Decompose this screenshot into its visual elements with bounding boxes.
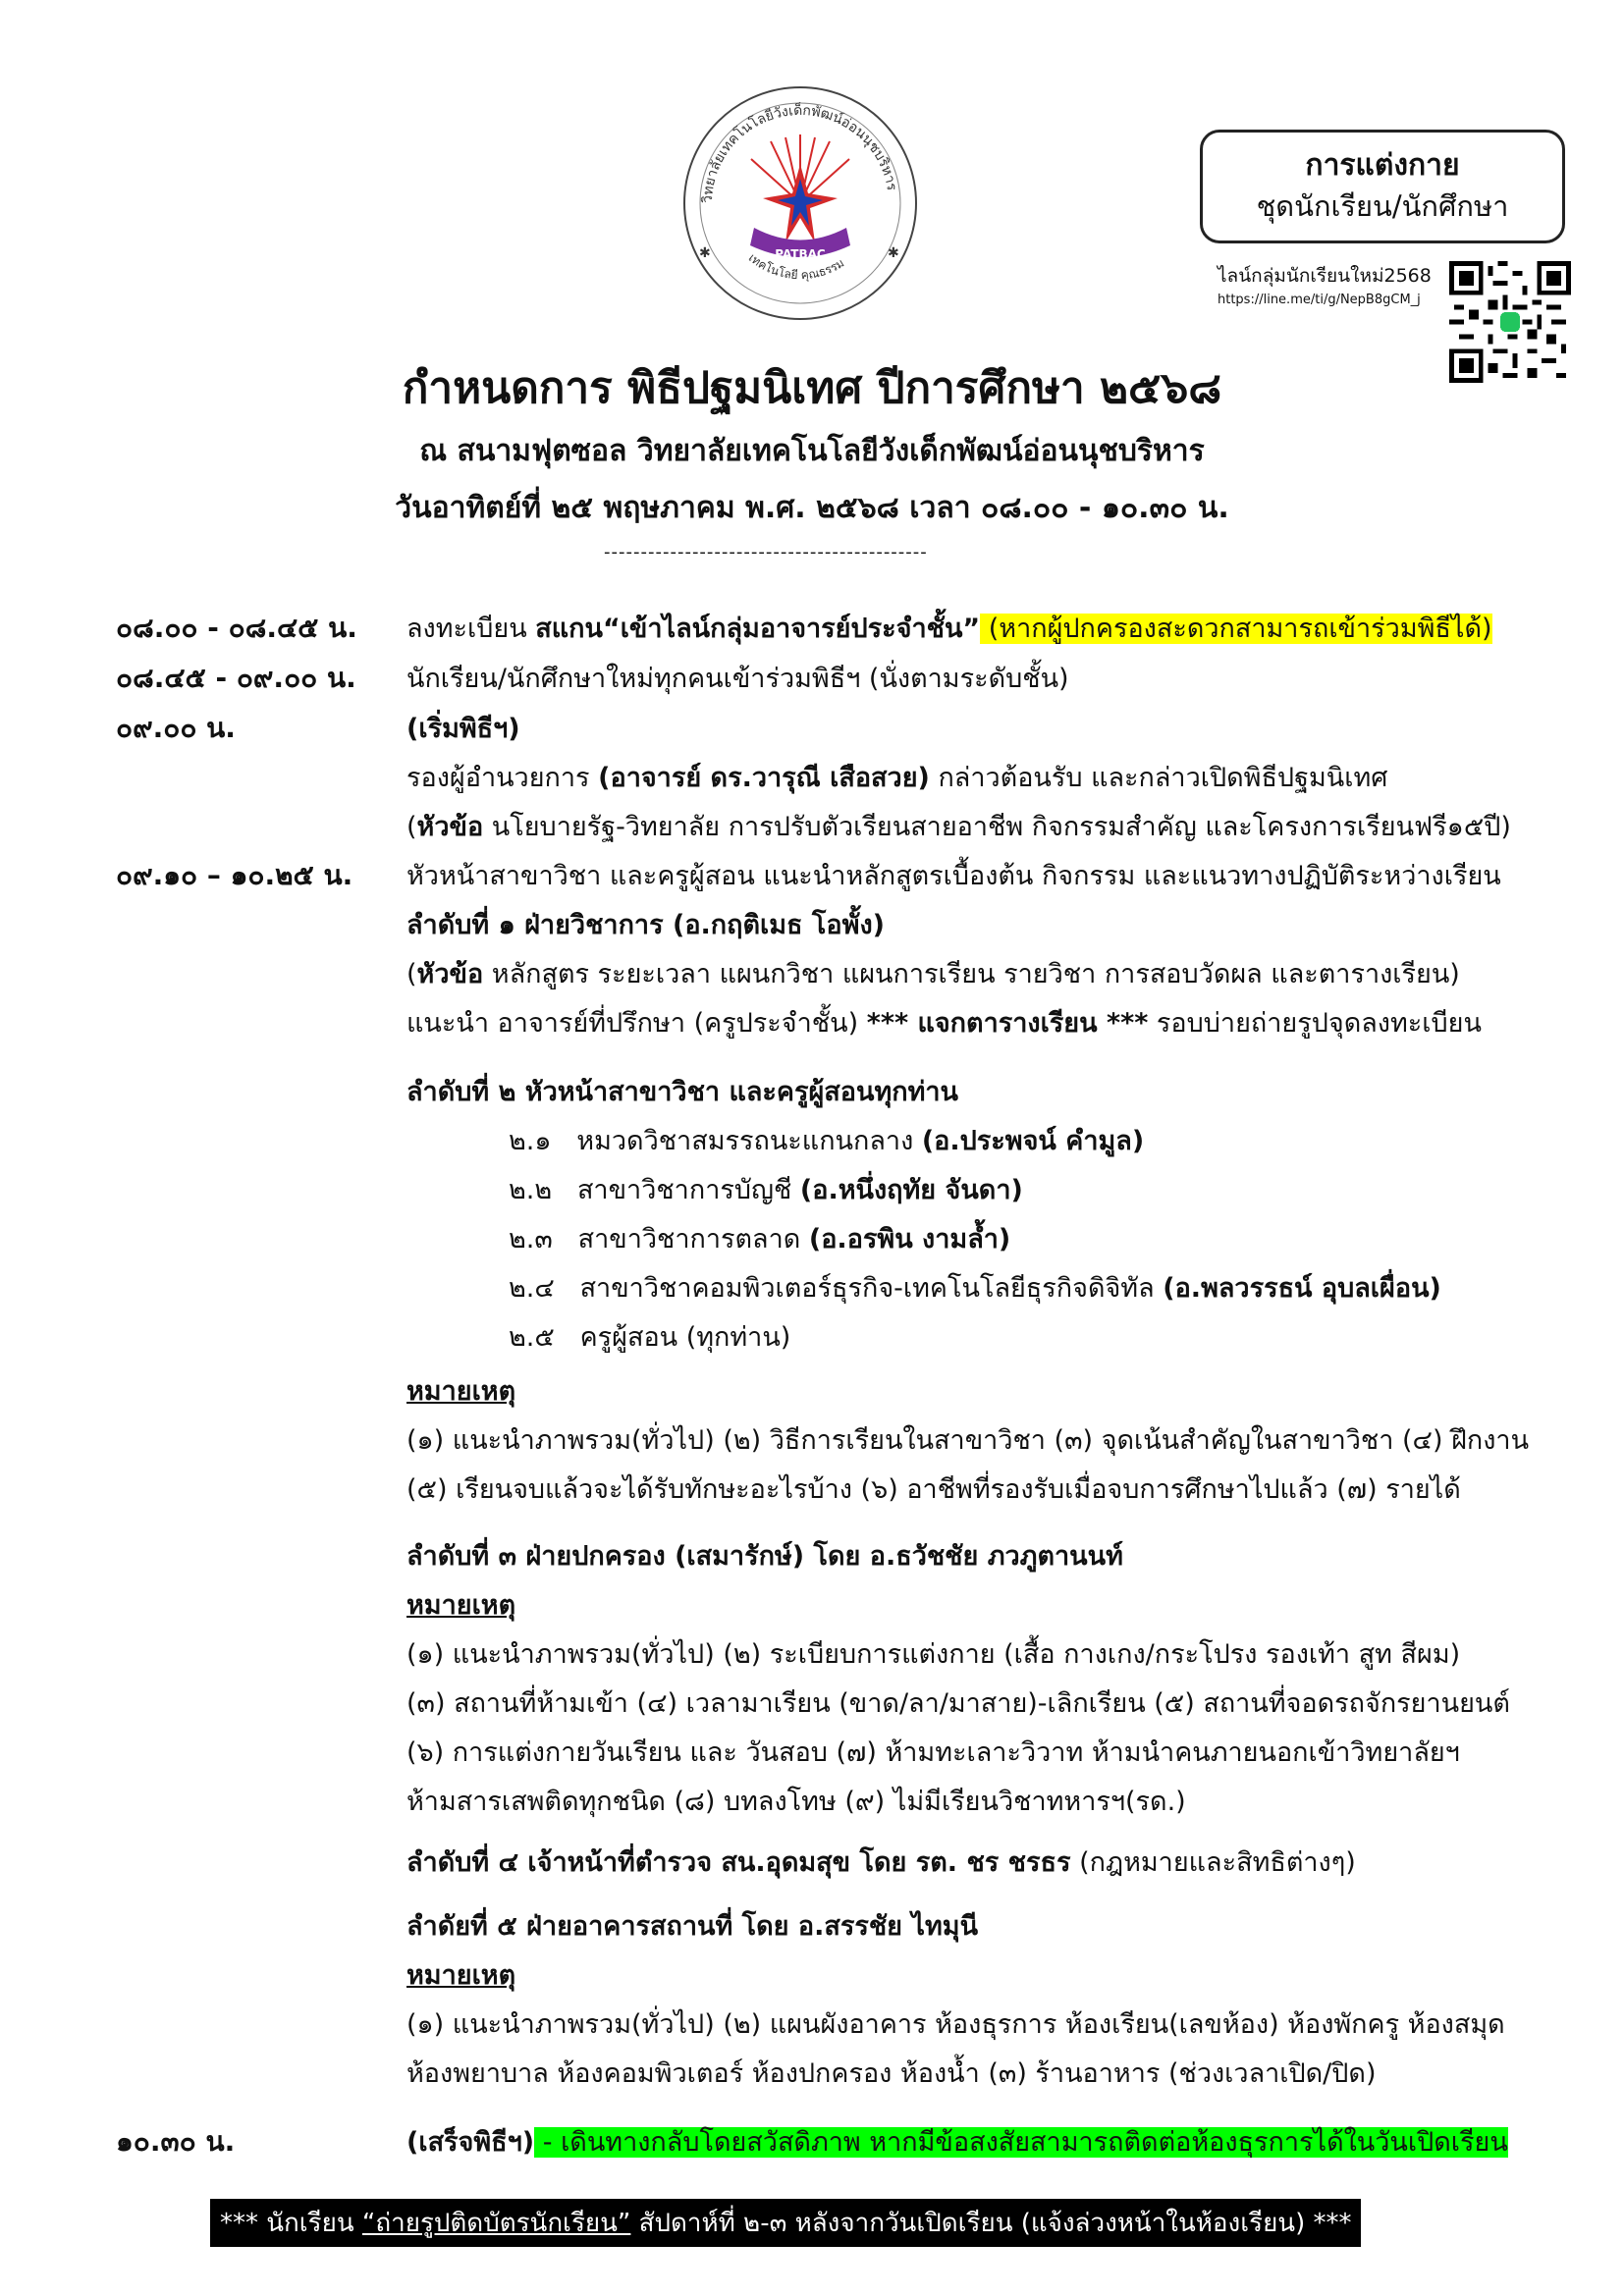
heads-intro-line: หัวหน้าสาขาวิชา และครูผู้สอน แนะนำหลักสูตรเบื้องต้น กิจกรรม และแนวทางปฏิบัติระหว่างเรียน bbox=[406, 861, 1501, 891]
order-2-item: ๒.๕ ครูผู้สอน (ทุกท่าน) bbox=[509, 1322, 791, 1353]
time-0910: ๐๙.๑๐ – ๑๐.๒๕ น. bbox=[116, 859, 353, 891]
order-2-item: ๒.๑ หมวดวิชาสมรรถนะแกนกลาง (อ.ประพจน์ คำมูล) bbox=[509, 1126, 1145, 1156]
time-0845: ๐๘.๔๕ - ๐๙.๐๐ น. bbox=[116, 662, 356, 694]
order-2-item: ๒.๔ สาขาวิชาคอมพิวเตอร์ธุรกิจ-เทคโนโลยีธุรกิจดิจิทัล (อ.พลวรรธน์ อุบลเผื่อน) bbox=[509, 1273, 1441, 1304]
order-3-title: ลำดับที่ ๓ ฝ่ายปกครอง (เสมารักษ์) โดย อ.ธวัชชัย ภวภูตานนท์ bbox=[406, 1541, 1123, 1572]
logo-band-text: PATBAC bbox=[775, 247, 826, 261]
dress-code-title: การแต่งกาย bbox=[1305, 148, 1460, 183]
topic-line: (หัวข้อ นโยบายรัฐ-วิทยาลัย การปรับตัวเรียนสายอาชีพ กิจกรรมสำคัญ และโครงการเรียนฟรี๑๕ปี) bbox=[406, 812, 1511, 842]
svg-text:✱: ✱ bbox=[888, 245, 899, 261]
order-5-note-line: (๑) แนะนำภาพรวม(ทั่วไป) (๒) แผนผังอาคาร ห้องธุรการ ห้องเรียน(เลขห้อง) ห้องพักครู ห้องสมุด bbox=[406, 2009, 1505, 2040]
page-title: กำหนดการ พิธีปฐมนิเทศ ปีการศึกษา ๒๕๖๘ bbox=[402, 363, 1222, 413]
order-2-note-label: หมายเหตุ bbox=[406, 1376, 516, 1407]
parent-note-highlight: (หากผู้ปกครองสะดวกสามารถเข้าร่วมพิธีได้) bbox=[980, 614, 1492, 644]
closing-highlight: - เดินทางกลับโดยสวัสดิภาพ หากมีข้อสงสัยสามารถติดต่อห้องธุรการได้ในวันเปิดเรียน bbox=[534, 2127, 1508, 2158]
time-0900: ๐๙.๐๐ น. bbox=[116, 712, 236, 744]
order-1-advisor: แนะนำ อาจารย์ที่ปรึกษา (ครูประจำชั้น) *** แจกตารางเรียน *** รอบบ่ายถ่ายรูปจุดลงทะเบียน bbox=[406, 1008, 1482, 1039]
svg-text:✱: ✱ bbox=[699, 245, 711, 261]
closing-line: (เสร็จพิธีฯ) - เดินทางกลับโดยสวัสดิภาพ หากมีข้อสงสัยสามารถติดต่อห้องธุรการได้ในวันเปิดเรียน bbox=[406, 2127, 1508, 2158]
order-2-item: ๒.๒ สาขาวิชาการบัญชี (อ.หนึ่งฤทัย จันดา) bbox=[509, 1175, 1023, 1205]
event-datetime: วันอาทิตย์ที่ ๒๕ พฤษภาคม พ.ศ. ๒๕๖๘ เวลา ๐๘.๐๐ - ๑๐.๓๐ น. bbox=[395, 491, 1229, 525]
order-2-title: ลำดับที่ ๒ หัวหน้าสาขาวิชา และครูผู้สอนทุกท่าน bbox=[406, 1077, 959, 1107]
event-location: ณ สนามฟุตซอล วิทยาลัยเทคโนโลยีวังเด็กพัฒน์อ่อนนุชบริหาร bbox=[419, 434, 1205, 468]
divider: -------------------------------------------- bbox=[604, 542, 928, 562]
order-1-topic: (หัวข้อ หลักสูตร ระยะเวลา แผนกวิชา แผนการเรียน รายวิชา การสอบวัดผล และตารางเรียน) bbox=[406, 959, 1460, 989]
order-3-note-line: (๓) สถานที่ห้ามเข้า (๔) เวลามาเรียน (ขาด/ลา/มาสาย)-เลิกเรียน (๕) สถานที่จอดรถจักรยานยนต์ bbox=[406, 1688, 1510, 1719]
time-1030: ๑๐.๓๐ น. bbox=[116, 2125, 236, 2158]
order-5-note-label: หมายเหตุ bbox=[406, 1960, 516, 1991]
line-group-label: ไลน์กลุ่มนักเรียนใหม่2568 bbox=[1218, 265, 1432, 287]
time-0800: ๐๘.๐๐ - ๐๘.๔๕ น. bbox=[116, 612, 357, 644]
college-seal-icon bbox=[677, 80, 923, 326]
order-2-note-line: (๕) เรียนจบแล้วจะได้รับทักษะอะไรบ้าง (๖) อาชีพที่รองรับเมื่อจบการศึกษาไปแล้ว (๗) รายได้ bbox=[406, 1474, 1461, 1505]
order-2-note-line: (๑) แนะนำภาพรวม(ทั่วไป) (๒) วิธีการเรียนในสาขาวิชา (๓) จุดเน้นสำคัญในสาขาวิชา (๔) ฝึกงาน bbox=[406, 1425, 1530, 1456]
order-5-title: ลำดัยที่ ๕ ฝ่ายอาคารสถานที่ โดย อ.สรรชัย ไทมุนี bbox=[406, 1911, 979, 1942]
registration-line: ลงทะเบียน สแกน“เข้าไลน์กลุ่มอาจารย์ประจำชั้น” (หากผู้ปกครองสะดวกสามารถเข้าร่วมพิธีได้) bbox=[406, 614, 1492, 644]
dress-code-value: ชุดนักเรียน/นักศึกษา bbox=[1256, 189, 1509, 223]
order-3-note-line: ห้ามสารเสพติดทุกชนิด (๘) บทลงโทษ (๙) ไม่มีเรียนวิชาทหารฯ(รด.) bbox=[406, 1787, 1186, 1817]
college-logo bbox=[677, 80, 923, 326]
order-1-title: ลำดับที่ ๑ ฝ่ายวิชาการ (อ.กฤติเมธ โอพั้ง) bbox=[406, 910, 885, 940]
order-3-note-line: (๖) การแต่งกายวันเรียน และ วันสอบ (๗) ห้ามทะเลาะวิวาท ห้ามนำคนภายนอกเข้าวิทยาลัยฯ bbox=[406, 1737, 1460, 1768]
order-4-line: ลำดับที่ ๔ เจ้าหน้าที่ตำรวจ สน.อุดมสุข โดย รต. ชร ชรธร (กฎหมายและสิทธิต่างๆ) bbox=[406, 1847, 1356, 1878]
order-3-note-line: (๑) แนะนำภาพรวม(ทั่วไป) (๒) ระเบียบการแต่งกาย (เสื้อ กางเกง/กระโปรง รองเท้า สูท สีผม) bbox=[406, 1639, 1461, 1670]
students-join-line: นักเรียน/นักศึกษาใหม่ทุกคนเข้าร่วมพิธีฯ (นั่งตามระดับชั้น) bbox=[406, 664, 1069, 694]
order-3-note-label: หมายเหตุ bbox=[406, 1590, 516, 1621]
ceremony-start: (เริ่มพิธีฯ) bbox=[406, 714, 520, 744]
footer-notice: *** นักเรียน “ถ่ายรูปติดบัตรนักเรียน” สัปดาห์ที่ ๒-๓ หลังจากวันเปิดเรียน (แจ้งล่วงหน้าในห้องเรียน) *** bbox=[210, 2199, 1361, 2247]
line-group-url[interactable]: https://line.me/ti/g/NepB8gCM_j bbox=[1218, 293, 1421, 307]
logo-text-top: วิทยาลัยเทคโนโลยีวังเด็กพัฒน์อ่อนนุชบริหาร bbox=[699, 102, 900, 204]
order-2-item: ๒.๓ สาขาวิชาการตลาด (อ.อรพิน งามล้ำ) bbox=[509, 1224, 1011, 1255]
order-5-note-line: ห้องพยาบาล ห้องคอมพิวเตอร์ ห้องปกครอง ห้องน้ำ (๓) ร้านอาหาร (ช่วงเวลาเปิด/ปิด) bbox=[406, 2058, 1377, 2089]
deputy-director-line: รองผู้อำนวยการ (อาจารย์ ดร.วารุณี เสือสวย) กล่าวต้อนรับ และกล่าวเปิดพิธีปฐมนิเทศ bbox=[406, 763, 1388, 793]
logo-text-bottom: เทคโนโลยี คุณธรรม bbox=[745, 250, 847, 283]
dress-code-box bbox=[1200, 130, 1565, 243]
